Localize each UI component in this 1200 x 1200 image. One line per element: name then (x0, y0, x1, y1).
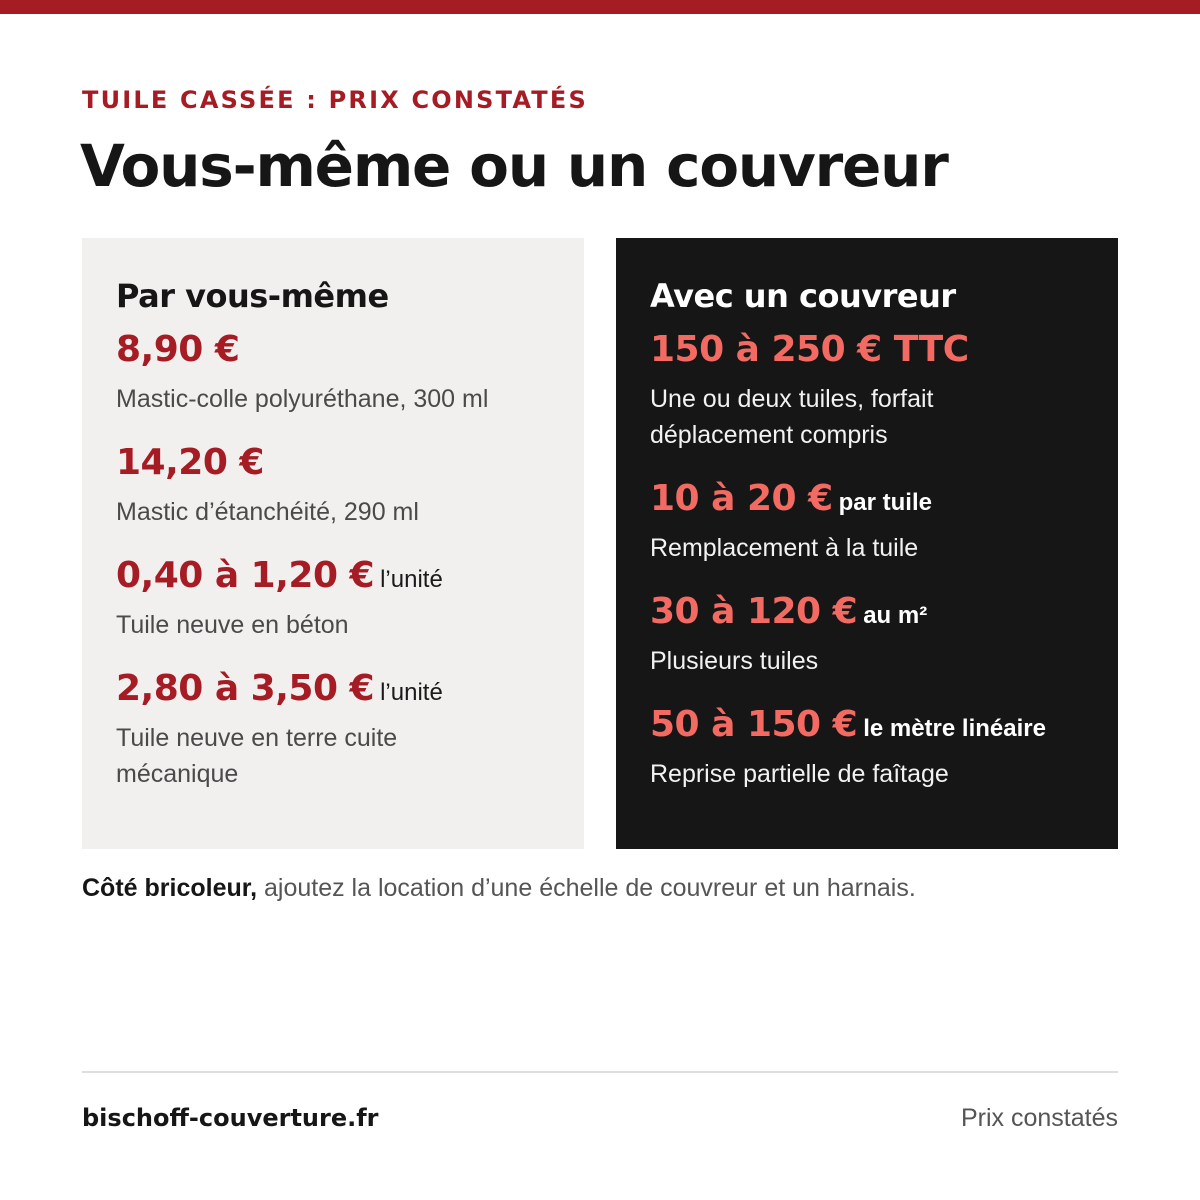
price-value: 2,80 à 3,50 € (116, 668, 375, 709)
price-description: Plusieurs tuiles (650, 647, 819, 675)
price-unit: l’unité (380, 679, 443, 706)
footnote-text: ajoutez la location d’une échelle de couvreur et un harnais. (257, 874, 916, 902)
price-item (650, 701, 1084, 792)
price-item (116, 326, 550, 417)
price-value: 10 à 20 € (650, 478, 833, 519)
diy-panel-title: Par vous-même (116, 277, 389, 315)
price-value: 50 à 150 € (650, 704, 858, 745)
footer-site-name: bischoff-couverture.fr (82, 1104, 379, 1132)
price-unit: au m² (863, 602, 928, 629)
footer-divider (82, 1071, 1118, 1073)
roofer-panel (616, 238, 1118, 849)
footnote-strong: Côté bricoleur, (82, 874, 258, 902)
footer-label: Prix constatés (960, 1104, 1118, 1132)
price-item (116, 552, 550, 643)
price-value: 0,40 à 1,20 € (116, 555, 375, 596)
price-value: 14,20 € (116, 442, 264, 483)
price-description: Reprise partielle de faîtage (650, 760, 949, 788)
footnote (82, 874, 916, 903)
price-description: Mastic-colle polyuréthane, 300 ml (116, 385, 489, 413)
page-title: Vous-même ou un couvreur (80, 132, 948, 200)
price-description: Tuile neuve en béton (116, 611, 349, 639)
price-item (116, 439, 550, 530)
price-description-line1: Tuile neuve en terre cuite (116, 724, 398, 752)
price-unit: le mètre linéaire (863, 715, 1046, 742)
price-value: 30 à 120 € (650, 591, 858, 632)
price-item (650, 588, 1084, 679)
price-description-line2: mécanique (116, 760, 239, 788)
price-item (116, 665, 550, 792)
top-accent-bar (0, 0, 1200, 14)
price-value: 150 à 250 € TTC (650, 329, 969, 370)
price-description: Mastic d’étanchéité, 290 ml (116, 498, 419, 526)
price-item (650, 475, 1084, 566)
price-description-line2: déplacement compris (650, 421, 888, 449)
roofer-panel-title: Avec un couvreur (650, 277, 956, 315)
price-description: Remplacement à la tuile (650, 534, 919, 562)
price-unit: l’unité (380, 566, 443, 593)
eyebrow-label: TUILE CASSÉE : PRIX CONSTATÉS (82, 86, 588, 114)
price-description-line1: Une ou deux tuiles, forfait (650, 385, 934, 413)
price-unit: par tuile (838, 489, 932, 516)
price-value: 8,90 € (116, 329, 240, 370)
price-item (650, 326, 1084, 453)
diy-panel (82, 238, 584, 849)
